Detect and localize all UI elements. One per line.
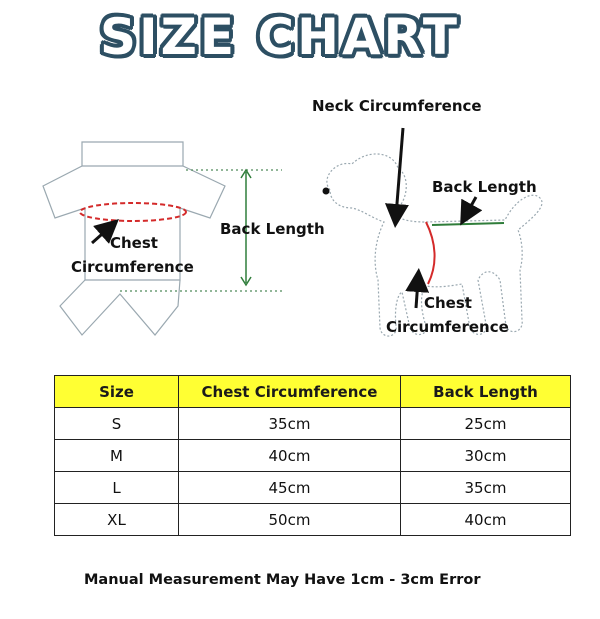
cell-chest: 35cm xyxy=(179,408,401,440)
garment-chest-label-1: Chest xyxy=(110,234,158,252)
size-table xyxy=(54,375,571,536)
header-back-length: Back Length xyxy=(401,376,571,408)
dog-chest-curve xyxy=(426,222,435,284)
dog-back-length-arrow xyxy=(466,197,476,215)
dog-neck-label: Neck Circumference xyxy=(312,97,482,115)
dog-chest-arrow xyxy=(416,280,418,308)
cell-size: XL xyxy=(55,504,179,536)
cell-size: M xyxy=(55,440,179,472)
dog-back-length-label: Back Length xyxy=(432,178,537,196)
measurement-diagram xyxy=(0,80,600,350)
cell-chest: 50cm xyxy=(179,504,401,536)
table-row xyxy=(55,504,571,536)
table-row xyxy=(55,440,571,472)
garment-chest-ellipse xyxy=(80,203,186,221)
page-title: SIZE CHART xyxy=(99,8,461,66)
dog-chest-label-2: Circumference xyxy=(386,318,509,336)
table-row xyxy=(55,408,571,440)
header-size: Size xyxy=(55,376,179,408)
dog-nose-icon xyxy=(323,188,330,195)
cell-size: S xyxy=(55,408,179,440)
dog-back-line xyxy=(432,223,504,225)
cell-back: 35cm xyxy=(401,472,571,504)
cell-chest: 45cm xyxy=(179,472,401,504)
cell-chest: 40cm xyxy=(179,440,401,472)
table-row xyxy=(55,472,571,504)
garment-chest-label-2: Circumference xyxy=(71,258,194,276)
dog-chest-label-1: Chest xyxy=(424,294,472,312)
cell-back: 30cm xyxy=(401,440,571,472)
diagram-graphics xyxy=(0,80,600,350)
cell-back: 25cm xyxy=(401,408,571,440)
cell-size: L xyxy=(55,472,179,504)
garment-chest-arrow xyxy=(92,227,110,243)
table-header-row xyxy=(55,376,571,408)
measurement-footnote: Manual Measurement May Have 1cm - 3cm Error xyxy=(84,572,481,588)
garment-back-length-label: Back Length xyxy=(220,220,325,238)
cell-back: 40cm xyxy=(401,504,571,536)
header-chest: Chest Circumference xyxy=(179,376,401,408)
